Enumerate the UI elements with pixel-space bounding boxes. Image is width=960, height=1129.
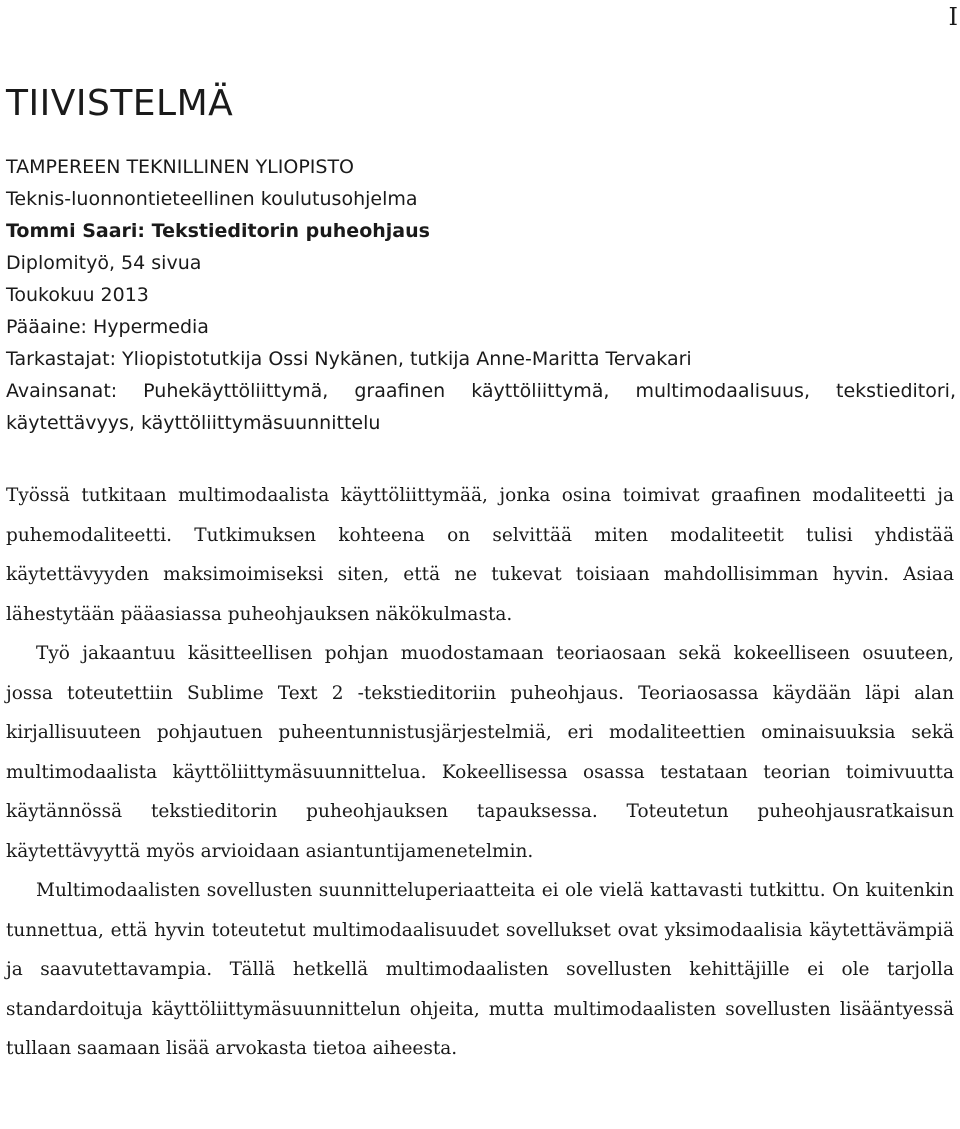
thesis-keywords: Avainsanat: Puhekäyttöliittymä, graafinen käyttöliittymä, multimodaalisuus, tekstieditori, käytettävyys, käyttöliittymäsuunnittelu [6, 380, 956, 434]
university-name: TAMPEREEN TEKNILLINEN YLIOPISTO [6, 156, 355, 178]
abstract-paragraph: Multimodaalisten sovellusten suunnitteluperiaatteita ei ole vielä kattavasti tutkittu. On kuitenkin tunnettua, että hyvin toteutetut multimodaalisuudet sovellukset ovat yksimodaalisia käytettävämpiä ja saavutettavampia. Tällä hetkellä multimodaalisten sovellusten kehittäjille ei ole tarjolla standardoituja käyttöliittymäsuunnittelun ohjeita, mutta multimodaalisten sovellusten lisääntyessä tullaan saamaan lisää arvokasta tietoa aiheesta. [6, 880, 954, 1059]
thesis-type-and-pages: Diplomityö, 54 sivua [6, 252, 202, 274]
abstract-body [6, 476, 954, 1069]
thesis-major: Pääaine: Hypermedia [6, 316, 209, 338]
page-title: TIIVISTELMÄ [6, 83, 234, 124]
abstract-paragraph: Työssä tutkitaan multimodaalista käyttöliittymää, jonka osina toimivat graafinen modaliteetti ja puhemodaliteetti. Tutkimuksen kohteena on selvittää miten modaliteetit tulisi yhdistää käytettävyyden maksimoimiseksi siten, että ne tukevat toisiaan mahdollisimman hyvin. Asiaa lähestytään pääasiassa puheohjauksen näkökulmasta. [6, 485, 954, 625]
thesis-date: Toukokuu 2013 [6, 284, 149, 306]
abstract-paragraph: Työ jakaantuu käsitteellisen pohjan muodostamaan teoriaosaan sekä kokeelliseen osuuteen, jossa toteutettiin Sublime Text 2 -tekstieditoriin puheohjaus. Teoriaosassa käydään läpi alan kirjallisuuteen pohjautuen puheentunnistusjärjestelmiä, eri modaliteettien ominaisuuksia sekä multimodaalista käyttöliittymäsuunnittelua. Kokeellisessa osassa testataan teorian toimivuutta käytännössä tekstieditorin puheohjauksen tapauksessa. Toteutetun puheohjausratkaisun käytettävyyttä myös arvioidaan asiantuntijamenetelmin. [6, 643, 954, 862]
thesis-examiners: Tarkastajat: Yliopistotutkija Ossi Nykänen, tutkija Anne-Maritta Tervakari [6, 348, 692, 370]
thesis-metadata [6, 151, 956, 439]
page-number: I [948, 3, 958, 31]
degree-program: Teknis-luonnontieteellinen koulutusohjelma [6, 188, 418, 210]
author-and-thesis-title: Tommi Saari: Tekstieditorin puheohjaus [6, 220, 430, 242]
